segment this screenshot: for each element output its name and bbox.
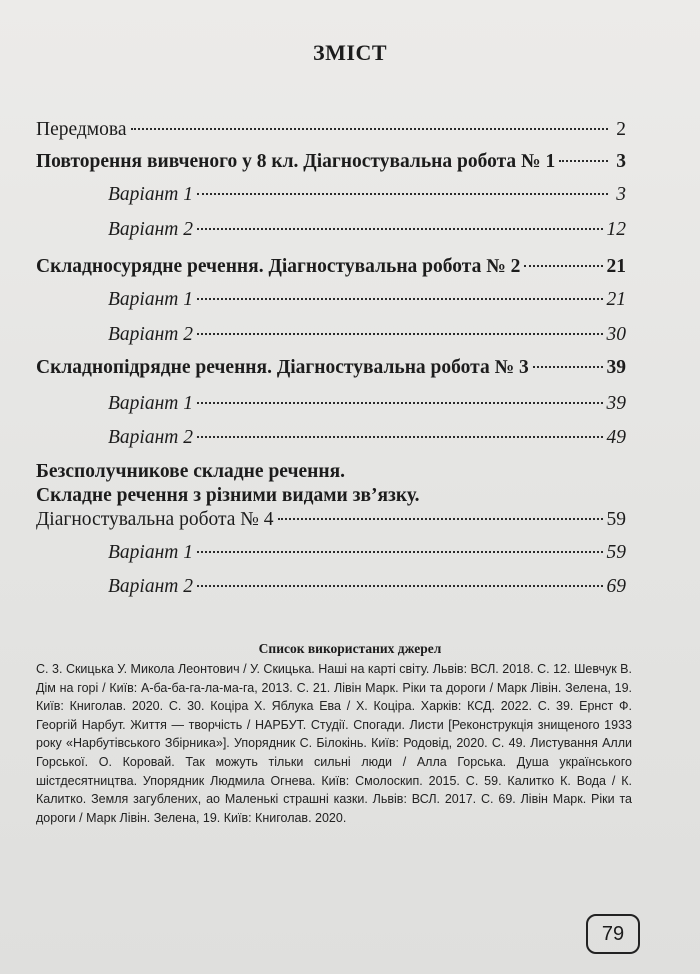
- toc-page: 39: [606, 357, 626, 378]
- toc-entry-s2-variant-2: [108, 323, 626, 347]
- dot-leader: [197, 551, 603, 553]
- toc-section-4-line-1: Безсполучникове складне речення.: [36, 461, 346, 482]
- toc-page: 21: [606, 289, 626, 310]
- dot-leader: [278, 518, 603, 520]
- dot-leader: [524, 265, 602, 267]
- toc-entry-s4-variant-1: [108, 541, 626, 565]
- toc-label: Варіант 2: [108, 324, 193, 345]
- dot-leader: [131, 128, 608, 130]
- toc-label: Варіант 1: [108, 289, 193, 310]
- dot-leader: [559, 160, 608, 162]
- toc-entry-section-2: [36, 255, 626, 279]
- sources-heading: Список використаних джерел: [258, 641, 442, 656]
- toc-section-4-line-2: Складне речення з різними видами зв’язку.: [36, 485, 420, 506]
- toc-entry-section-3: [36, 356, 626, 380]
- toc-label: Варіант 2: [108, 219, 193, 240]
- toc-page: 69: [606, 576, 626, 597]
- toc-page: 3: [616, 184, 626, 205]
- toc-page: 59: [606, 542, 626, 563]
- dot-leader: [197, 333, 603, 335]
- toc-page: 2: [616, 119, 626, 140]
- dot-leader: [197, 298, 603, 300]
- page-title: ЗМІСТ: [313, 40, 387, 65]
- toc-page: 30: [606, 324, 626, 345]
- toc-page: 59: [606, 509, 626, 530]
- dot-leader: [197, 193, 608, 195]
- toc-label: Варіант 1: [108, 184, 193, 205]
- toc-label: Варіант 2: [108, 576, 193, 597]
- toc-entry-s3-variant-1: [108, 392, 626, 416]
- toc-label: Варіант 1: [108, 542, 193, 563]
- dot-leader: [197, 436, 603, 438]
- toc-page: 49: [606, 427, 626, 448]
- toc-entry-s2-variant-1: [108, 288, 626, 312]
- dot-leader: [197, 228, 603, 230]
- toc-entry-preface: [36, 118, 626, 142]
- toc-label: Повторення вивченого у 8 кл. Діагностувальна робота № 1: [36, 151, 556, 172]
- toc-label: Діагностувальна робота № 4: [36, 509, 274, 530]
- toc-page: 39: [606, 393, 626, 414]
- toc-label: Варіант 2: [108, 427, 193, 448]
- sources-text: С. 3. Скицька У. Микола Леонтович / У. Скицька. Наші на карті світу. Львів: ВСЛ. 2018. С. 12. Шевчук В. Дім на горі / Київ: А-ба-ба-га-ла-ма-га, 2013. С. 21. Лівін Марк. Ріки та дороги / Марк Лівін. Зелена, 19. Київ: Книголав. 2020. С. 30. Коціра Х. Яблука Ева / Х. Коціра. Харків: КСД. 2022. С. 39. Ернст Ф. Георгій Нарбут. Життя — творчість / НАРБУТ. Студії. Спогади. Листи [Реконструкція знищеного 1933 року «Нарбутівського Збірника»]. Упорядник С. Білокінь. Київ: Родовід, 2020. С. 49. Листування Алли Горської. О. Коровай. Так можуть тільки сильні люди / Алла Горська. Душа українського шістдесятництва. Упорядник Людмила Огнева. Київ: Смолоскип. 2015. С. 59. Калитко К. Вода / К. Калитко. Земля загублених, ао Маленькі страшні казки. Львів: ВСЛ. 2017. С. 69. Лівін Марк. Ріки та дороги / Марк Лівін. Зелена, 19. Київ: Книголав. 2020.: [36, 662, 632, 825]
- dot-leader: [533, 366, 603, 368]
- toc-entry-section-4: [36, 508, 626, 532]
- dot-leader: [197, 402, 603, 404]
- toc-label: Складносурядне речення. Діагностувальна робота № 2: [36, 256, 521, 277]
- toc-label: Передмова: [36, 119, 127, 140]
- toc-label: Складнопідрядне речення. Діагностувальна робота № 3: [36, 357, 529, 378]
- toc-page: 12: [606, 219, 626, 240]
- toc-label: Варіант 1: [108, 393, 193, 414]
- dot-leader: [197, 585, 603, 587]
- toc-entry-s1-variant-1: [108, 183, 626, 207]
- toc-page: 3: [616, 151, 626, 172]
- toc-entry-s3-variant-2: [108, 426, 626, 450]
- toc-entry-s1-variant-2: [108, 218, 626, 242]
- page-number: 79: [586, 914, 640, 954]
- toc-page: 21: [606, 256, 626, 277]
- toc-entry-section-1: [36, 150, 626, 174]
- toc-entry-s4-variant-2: [108, 575, 626, 599]
